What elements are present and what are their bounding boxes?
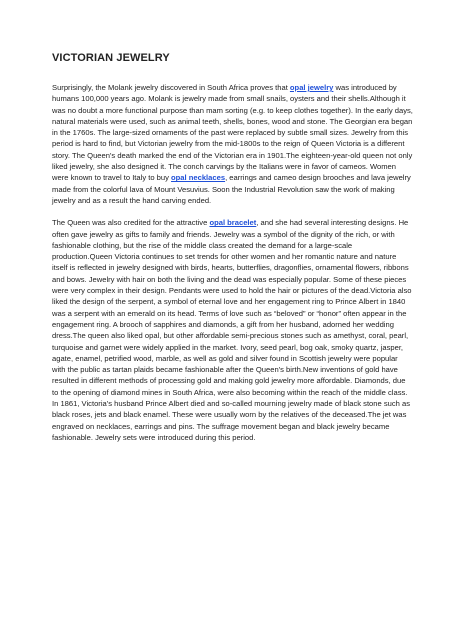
paragraph-1-text-b: was introduced by humans 100,000 years ago. Molank is jewelry made from small snails, oysters and their shells.Although it was no doubt a more functional purpose than mam sorting (e.g. to keep clothes together). In the early days, natural materials were used, such as animal teeth, shells, bones, wood and stone. The Georgian era began in the 1760s. The large-sized ornaments of the past were replaced by subtle small sizes. Jewelry from this period is hard to find, but Victorian jewelry from the mid-1800s to the reign of Queen Victoria is a different story. The Queen's death marked the end of the Victorian era in 1901.The eighteen-year-old queen not only liked jewelry, she also designed it. The conch carvings by the Italians were in favor of cameos. Women were known to travel to Italy to buy [52, 83, 413, 183]
document-title: VICTORIAN JEWELRY [52, 52, 170, 64]
opal-necklaces-link[interactable]: opal necklaces [171, 173, 226, 183]
paragraph-1-text-a: Surprisingly, the Molank jewelry discovered in South Africa proves that [52, 83, 290, 92]
paragraph-1 [52, 82, 413, 206]
opal-bracelet-link[interactable]: opal bracelet [209, 218, 257, 228]
paragraph-2-text-a: The Queen was also credited for the attractive [52, 218, 210, 228]
paragraph-1-text-c: , earrings and cameo design brooches and lava jewelry made from the colorful lava of Mount Vesuvius. Soon the Industrial Revolution saw the work of making jewelry and as a result the hand carving ended. [52, 173, 411, 205]
paragraph-2 [52, 217, 413, 443]
opal-jewelry-link[interactable]: opal jewelry [289, 83, 334, 92]
paragraph-2-text-b: , and she had several interesting designs. He often gave jewelry as gifts to family and friends. Jewelry was a symbol of the dignity of the rich, or with fashionable clothing, but the rise of the middle class created the demand for a large-scale production.Queen Victoria continues to set trends for other women and her romantic nature and nature itself is reflected in jewelry designed with birds, hearts, butterflies, dragonflies, ornamental flowers, ribbons and bows. Jewelry with hair on both the living and the dead was especially popular. Some of these pieces were very complex in their design. Pendants were used to hold the hair or pictures of the dead.Victoria also liked the design of the serpent, a symbol of eternal love and her engagement ring to Prince Albert in 1840 was a serpent with an emerald on its head. Terms of love such as “beloved” or “honor” often appear in the engagement ring. A brooch of sapphires and diamonds, a gift from her husband, adorned her wedding dress.The queen also liked opal, but other affordable semi-precious stones such as amethyst, coral, pearl, turquoise and garnet were widely applied in the market. Ivory, seed pearl, bog oak, smoky quartz, jasper, agate, enamel, petrified wood, marble, as well as gold and silver found in Scottish jewelry were popular with the public as tartan plaids became fashionable after the Queen's birth.New inventions of gold have resulted in different methods of processing gold and making gold jewelry more affordable. Diamonds, due to the opening of diamond mines in South Africa, were also becoming within the reach of the middle class. In 1861, Victoria's husband Prince Albert died and so-called mourning jewelry made of black stone such as black roses, jets and black enamel. These were usually worn by the relatives of the deceased.The jet was engraved on necklaces, earrings and pins. The suffrage movement began and black jewelry became fashionable. Jewelry sets were introduced during this period. [52, 218, 412, 442]
